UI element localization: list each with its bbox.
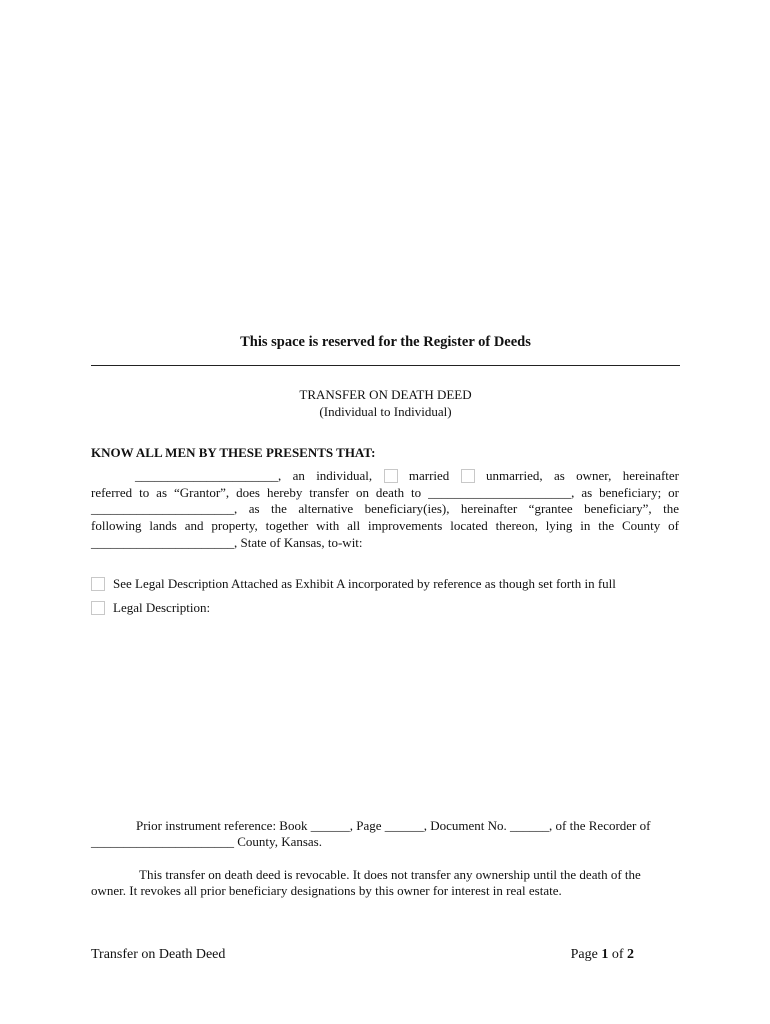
unmarried-checkbox[interactable]	[461, 469, 475, 483]
grantor-line-4: following lands and property, together with all improvements located thereon, lying in the County of	[91, 518, 679, 533]
grantor-line-2: referred to as “Grantor”, does hereby transfer on death to ______________________, as beneficiary; or	[91, 485, 679, 500]
exhibit-option	[91, 576, 616, 592]
exhibit-label: See Legal Description Attached as Exhibit A incorporated by reference as though set forth in full	[113, 576, 616, 591]
married-checkbox[interactable]	[384, 469, 398, 483]
grantor-name-blank[interactable]: ______________________	[135, 468, 278, 483]
deed-title: TRANSFER ON DEATH DEED	[299, 387, 472, 402]
revocable-line-1: This transfer on death deed is revocable. It does not transfer any ownership until the death of the	[139, 867, 641, 882]
current-page: 1	[601, 947, 609, 962]
prior-instrument-line-1: Prior instrument reference: Book ______, Page ______, Document No. ______, of the Recorder of	[136, 818, 651, 833]
grantor-line-1-text-b: unmarried, as owner, hereinafter	[485, 468, 679, 483]
married-label: married	[408, 468, 450, 483]
legal-description-option	[91, 600, 210, 616]
legal-description-label: Legal Description:	[113, 600, 211, 615]
footer-page-number	[571, 947, 634, 963]
grantor-line-1	[91, 468, 679, 485]
know-all-heading: KNOW ALL MEN BY THESE PRESENTS THAT:	[91, 445, 376, 460]
grantor-line-1-text-a: , an individual,	[278, 468, 373, 483]
horizontal-rule	[91, 365, 680, 366]
register-of-deeds-heading: This space is reserved for the Register of Deeds	[240, 334, 531, 350]
prior-instrument-line-2: ______________________ County, Kansas.	[91, 834, 322, 849]
footer-document-title: Transfer on Death Deed	[91, 947, 226, 962]
revocable-line-2: owner. It revokes all prior beneficiary designations by this owner for interest in real estate.	[91, 883, 562, 898]
page-word: Page	[570, 947, 598, 962]
total-pages: 2	[627, 947, 634, 962]
legal-description-checkbox[interactable]	[91, 601, 105, 615]
exhibit-checkbox[interactable]	[91, 577, 105, 591]
deed-subtitle: (Individual to Individual)	[319, 404, 452, 419]
grantor-line-3: ______________________, as the alternative beneficiary(ies), hereinafter “grantee beneficiary”, the	[91, 501, 679, 516]
of-word: of	[611, 947, 624, 962]
grantor-line-5: ______________________, State of Kansas, to-wit:	[91, 535, 363, 550]
